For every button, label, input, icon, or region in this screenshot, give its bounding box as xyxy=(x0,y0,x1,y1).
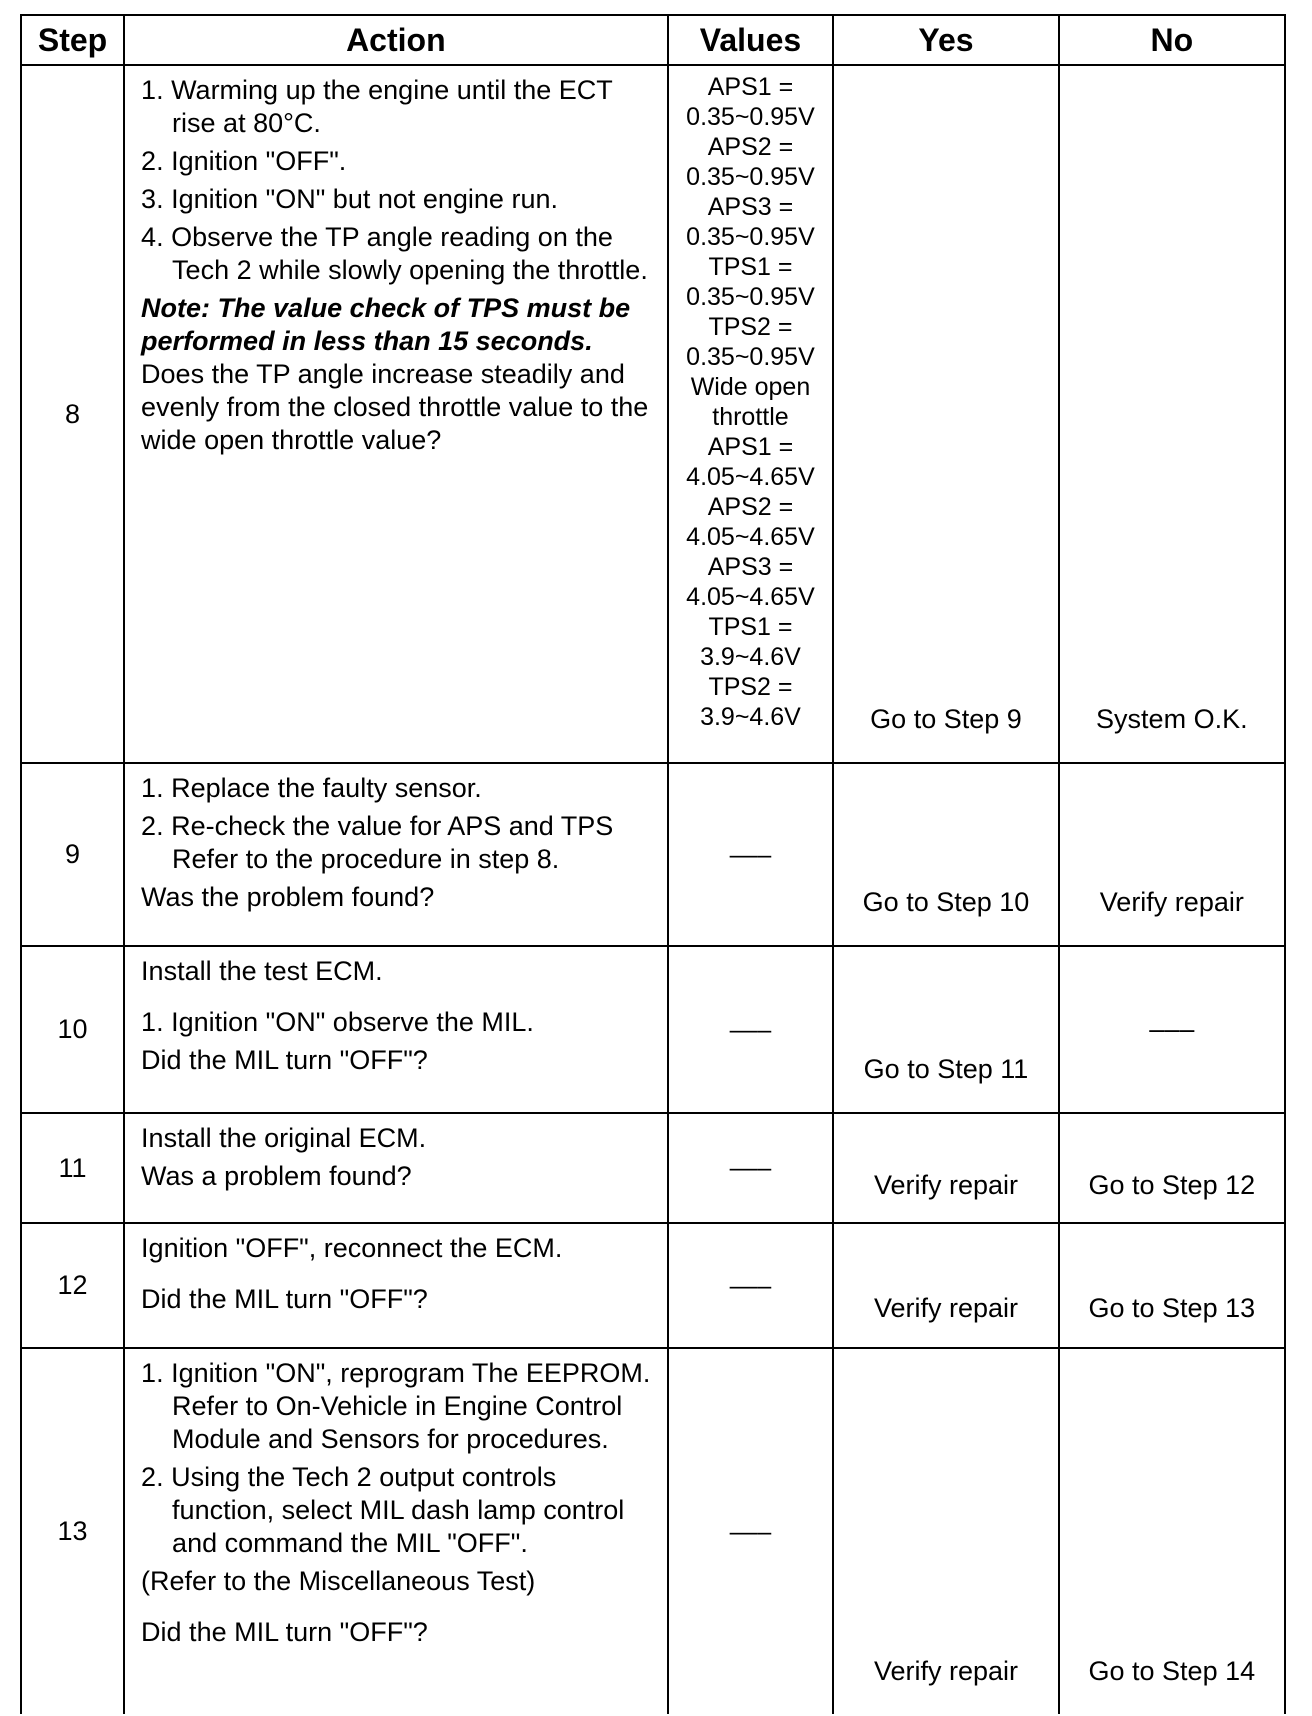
action-item: 3. Ignition "ON" but not engine run. xyxy=(141,184,558,214)
value-line: 0.35~0.95V xyxy=(686,103,815,131)
action-intro: Install the test ECM. xyxy=(141,956,383,986)
table-row-step-9 xyxy=(21,763,1285,946)
no-cell: Verify repair xyxy=(1059,763,1285,946)
action-item: 2. Re-check the value for APS and TPS Refer to the procedure in step 8. xyxy=(141,811,614,874)
value-line: 3.9~4.6V xyxy=(700,703,801,731)
table-header-row xyxy=(21,15,1285,65)
action-question: Did the MIL turn "OFF"? xyxy=(141,1284,428,1314)
no-cell: ––– xyxy=(1059,946,1285,1113)
values-cell: ––– xyxy=(668,1348,834,1714)
values-cell: ––– xyxy=(668,946,834,1113)
table-row-step-13 xyxy=(21,1348,1285,1714)
action-item: 2. Using the Tech 2 output controls function, select MIL dash lamp control and command the MIL "OFF". xyxy=(141,1462,625,1558)
value-line: 4.05~4.65V xyxy=(686,463,815,491)
yes-cell: Verify repair xyxy=(833,1348,1058,1714)
step-number: 13 xyxy=(21,1348,124,1714)
step-number: 9 xyxy=(21,763,124,946)
action-cell xyxy=(124,1113,668,1223)
action-extra: (Refer to the Miscellaneous Test) xyxy=(141,1566,536,1596)
yes-cell: Go to Step 9 xyxy=(833,65,1058,763)
yes-cell: Verify repair xyxy=(833,1113,1058,1223)
step-number: 8 xyxy=(21,65,124,763)
action-item: 1. Ignition "ON", reprogram The EEPROM. Refer to On-Vehicle in Engine Control Module and Sensors for procedures. xyxy=(141,1358,651,1454)
step-number: 11 xyxy=(21,1113,124,1223)
value-line: APS3 = xyxy=(707,553,794,581)
action-question: Was a problem found? xyxy=(141,1161,412,1191)
action-question: Was the problem found? xyxy=(141,882,435,912)
diagnostic-table xyxy=(20,14,1286,1714)
value-line: 0.35~0.95V xyxy=(686,343,815,371)
action-cell xyxy=(124,946,668,1113)
values-cell: ––– xyxy=(668,1113,834,1223)
action-cell xyxy=(124,763,668,946)
value-line: 4.05~4.65V xyxy=(686,523,815,551)
no-cell: Go to Step 12 xyxy=(1059,1113,1285,1223)
value-line: APS2 = xyxy=(707,133,794,161)
action-intro: Ignition "OFF", reconnect the ECM. xyxy=(141,1233,563,1263)
value-line: TPS2 = xyxy=(708,673,793,701)
value-line: 3.9~4.6V xyxy=(700,643,801,671)
yes-cell: Verify repair xyxy=(833,1223,1058,1348)
action-item: 1. Warming up the engine until the ECT rise at 80°C. xyxy=(141,75,613,138)
yes-cell: Go to Step 10 xyxy=(833,763,1058,946)
table-row-step-10 xyxy=(21,946,1285,1113)
values-cell: ––– xyxy=(668,1223,834,1348)
value-line: 4.05~4.65V xyxy=(686,583,815,611)
table-row-step-11 xyxy=(21,1113,1285,1223)
value-line: APS3 = xyxy=(707,193,794,221)
step-number: 12 xyxy=(21,1223,124,1348)
value-line: TPS2 = xyxy=(708,313,793,341)
header-no: No xyxy=(1059,15,1285,65)
header-action: Action xyxy=(124,15,668,65)
header-values: Values xyxy=(668,15,834,65)
action-cell xyxy=(124,1348,668,1714)
action-intro: Install the original ECM. xyxy=(141,1123,427,1153)
action-note: Note: The value check of TPS must be performed in less than 15 seconds. xyxy=(141,293,631,356)
header-step: Step xyxy=(21,15,124,65)
value-line: Wide open xyxy=(690,373,811,401)
values-cell: ––– xyxy=(668,763,834,946)
action-question: Did the MIL turn "OFF"? xyxy=(141,1617,428,1647)
action-item: 1. Ignition "ON" observe the MIL. xyxy=(141,1007,534,1037)
value-line: 0.35~0.95V xyxy=(686,223,815,251)
value-line: APS1 = xyxy=(707,73,794,101)
value-line: TPS1 = xyxy=(708,613,793,641)
yes-cell: Go to Step 11 xyxy=(833,946,1058,1113)
no-cell: System O.K. xyxy=(1059,65,1285,763)
action-question: Does the TP angle increase steadily and evenly from the closed throttle value to the wide open throttle value? xyxy=(141,359,649,455)
table-row-step-12 xyxy=(21,1223,1285,1348)
table-row-step-8 xyxy=(21,65,1285,763)
value-line: 0.35~0.95V xyxy=(686,283,815,311)
step-number: 10 xyxy=(21,946,124,1113)
value-line: TPS1 = xyxy=(708,253,793,281)
action-item: 2. Ignition "OFF". xyxy=(141,146,347,176)
value-line: throttle xyxy=(712,403,789,431)
no-cell: Go to Step 13 xyxy=(1059,1223,1285,1348)
action-cell xyxy=(124,1223,668,1348)
value-line: APS2 = xyxy=(707,493,794,521)
action-cell xyxy=(124,65,668,763)
action-item: 4. Observe the TP angle reading on the Tech 2 while slowly opening the throttle. xyxy=(141,222,648,285)
action-question: Did the MIL turn "OFF"? xyxy=(141,1045,428,1075)
values-cell xyxy=(668,65,834,763)
value-line: 0.35~0.95V xyxy=(686,163,815,191)
header-yes: Yes xyxy=(833,15,1058,65)
action-item: 1. Replace the faulty sensor. xyxy=(141,773,482,803)
value-line: APS1 = xyxy=(707,433,794,461)
no-cell: Go to Step 14 xyxy=(1059,1348,1285,1714)
